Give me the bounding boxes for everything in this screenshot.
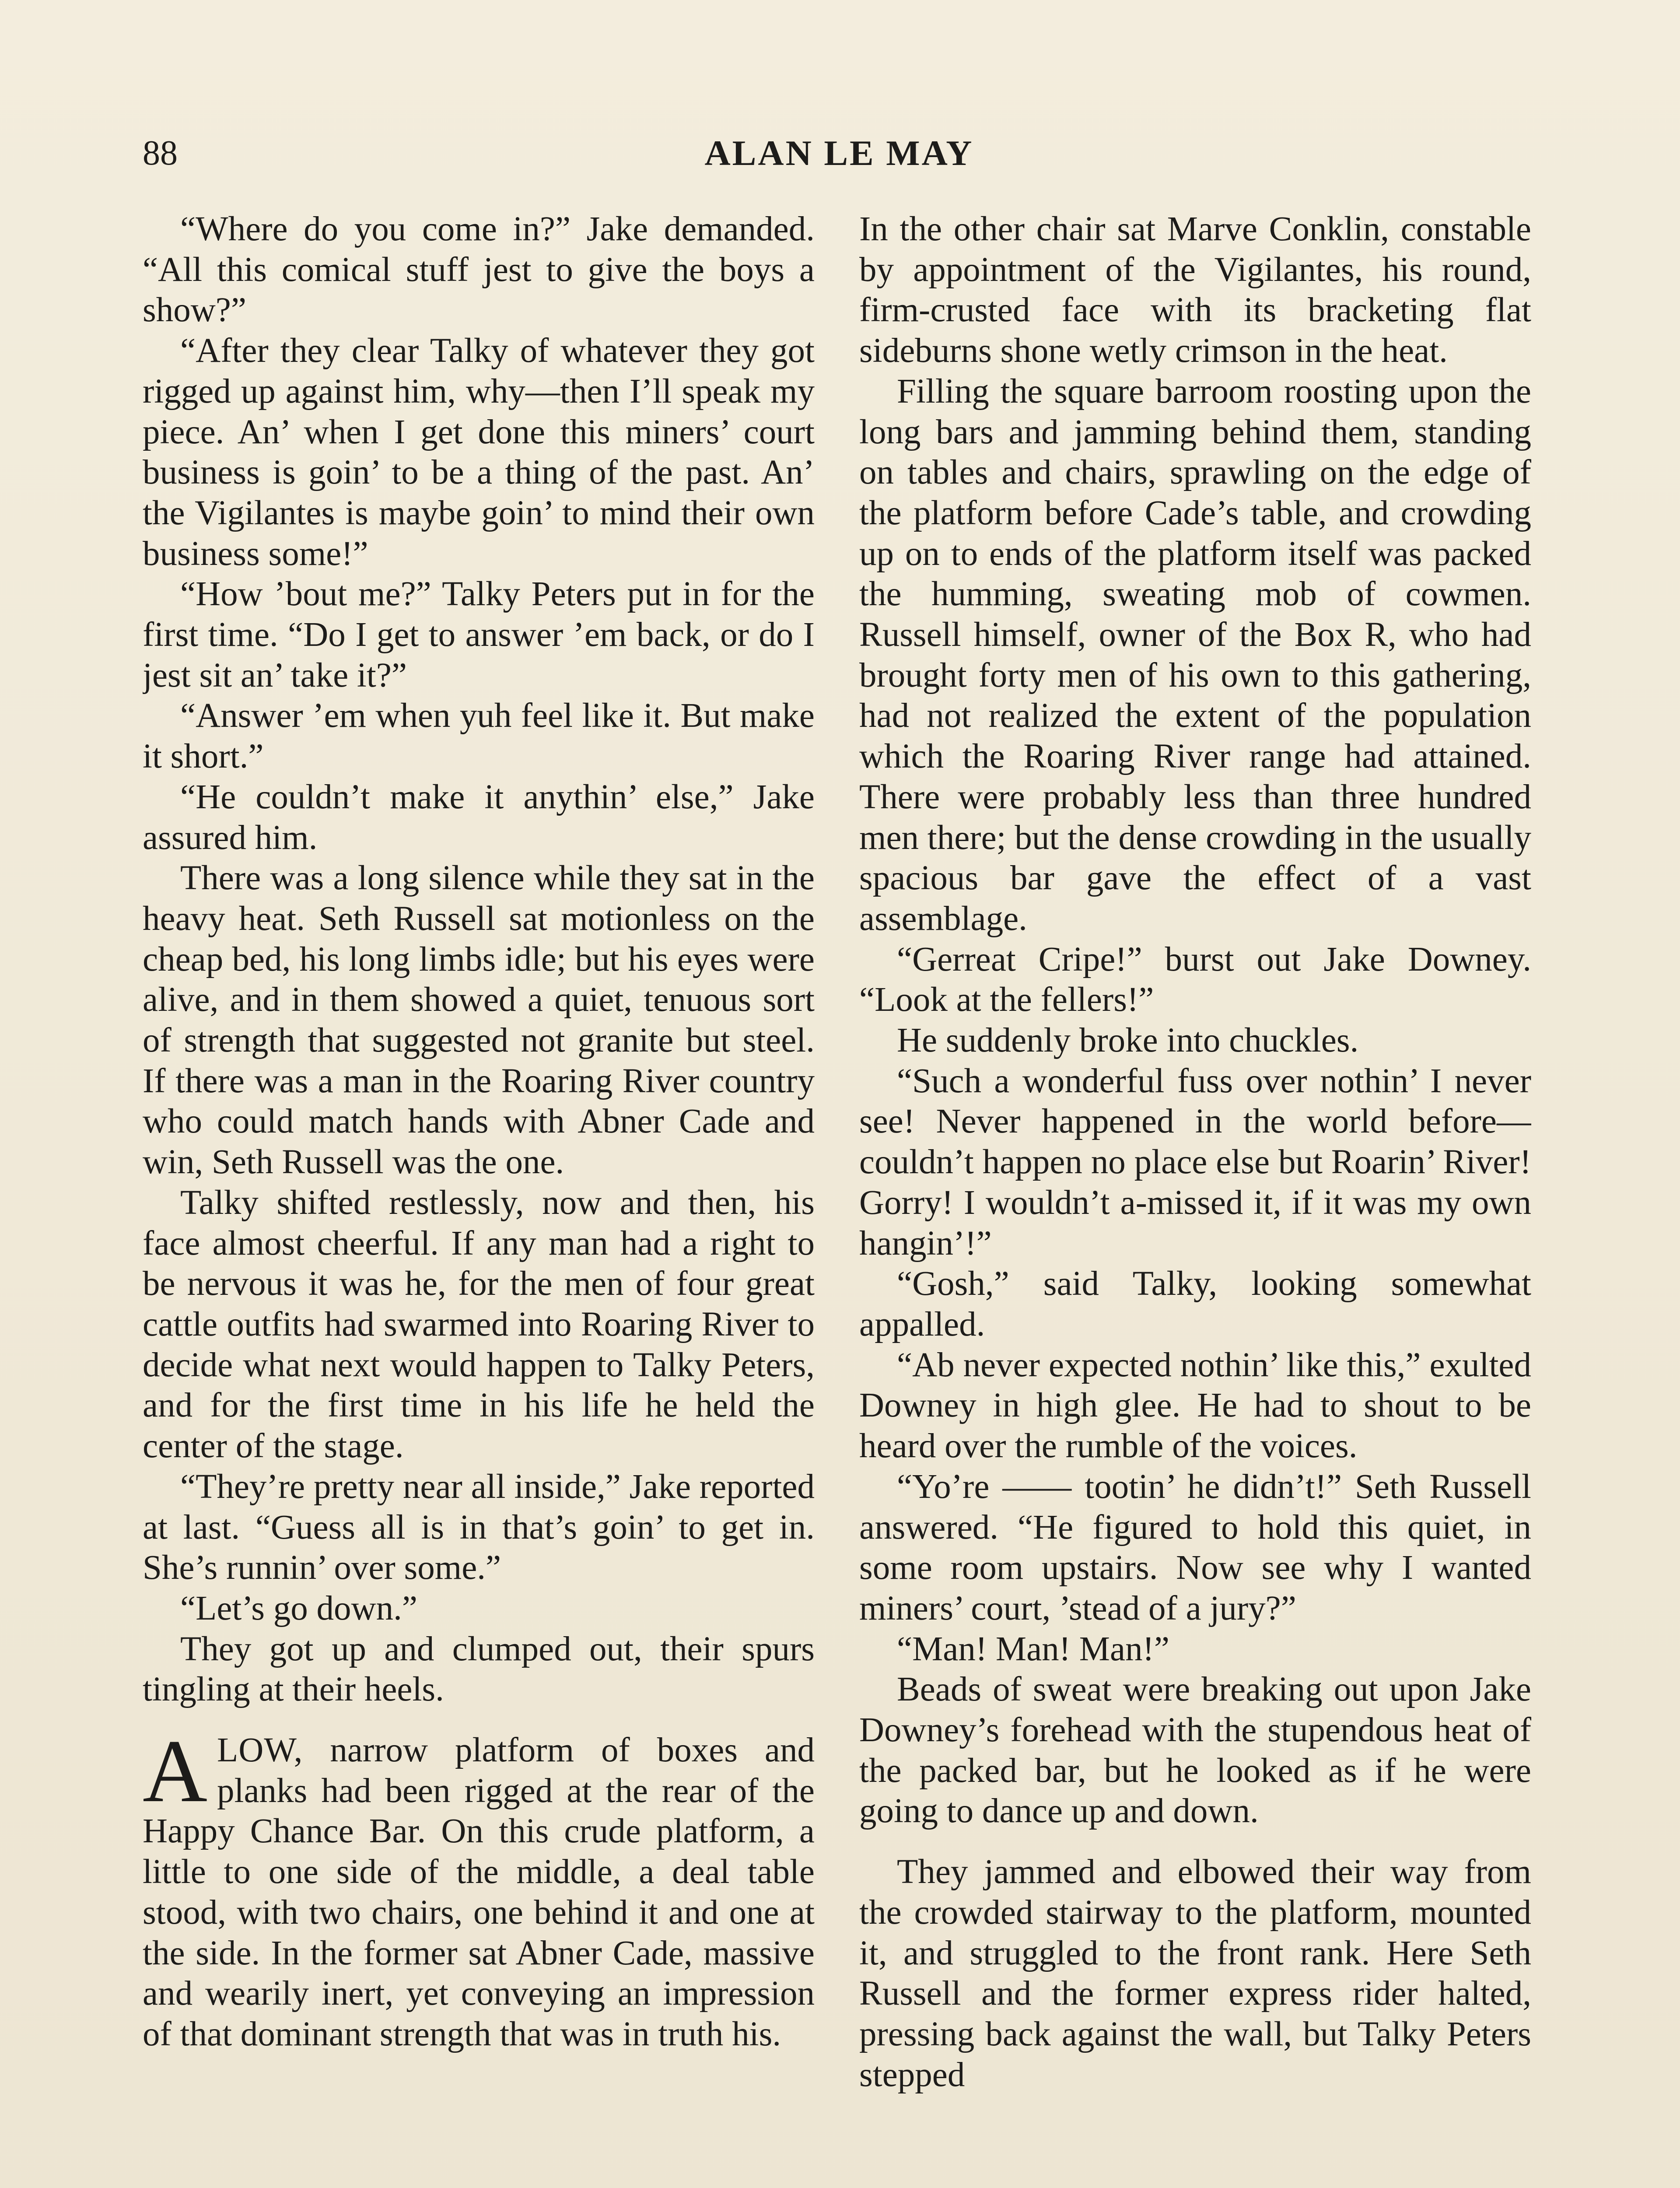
paragraph: “Let’s go down.” [180,1589,417,1627]
running-head: ALAN LE MAY [704,133,974,173]
paragraph: “They’re pretty near all inside,” Jake reported at last. “Guess all is in that’s goin’ to get in. She’s runnin’ over some.” [143,1467,815,1587]
paragraph: “How ’bout me?” Talky Peters put in for the first time. “Do I get to answer ’em back, or do I jest sit an’ take it?” [143,575,815,694]
left-column [143,209,815,2188]
paragraph: There was a long silence while they sat in the heavy heat. Seth Russell sat motionless on the cheap bed, his long limbs idle; but his eyes were alive, and in them showed a quiet, tenuous sort of strength that suggested not granite but steel. If there was a man in the Roaring River country who could match hands with Abner Cade and win, Seth Russell was the one. [143,859,815,1182]
paragraph: “Where do you come in?” Jake demanded. “All this comical stuff jest to give the boys a show?” [143,210,815,330]
paragraph: Talky shifted restlessly, now and then, his face almost cheerful. If any man had a right to be nervous it was he, for the men of four great cattle outfits had swarmed into Roaring River to decide what next would happen to Talky Peters, and for the first time in his life he held the center of the stage. [143,1183,815,1466]
paragraph: Filling the square barroom roosting upon the long bars and jamming behind them, standing on tables and chairs, sprawling on the edge of the platform before Cade’s table, and crowding up on to ends of the platform itself was packed the humming, sweating mob of cowmen. Russell himself, owner of the Box R, who had brought forty men of his own to this gathering, had not realized the extent of the population which the Roaring River range had attained. There were probably less than three hundred men there; but the dense crowding in the usually spacious bar gave the effect of a vast assemblage. [859,372,1531,938]
paragraph: “Gerreat Cripe!” burst out Jake Downey. “Look at the fellers!” [859,940,1531,1019]
paragraph: “Man! Man! Man!” [897,1630,1169,1668]
paragraph: They got up and clumped out, their spurs tingling at their heels. [143,1630,815,1709]
lead-in-caps: LOW, [217,1731,303,1770]
page-header [143,127,1536,179]
paragraph: “Yo’re —— tootin’ he didn’t!” Seth Russell answered. “He figured to hold this quiet, in some room upstairs. Now see why I wanted miners’ court, ’stead of a jury?” [859,1467,1531,1627]
paragraph: “Ab never expected nothin’ like this,” exulted Downey in high glee. He had to shout to be heard over the rumble of the voices. [859,1346,1531,1466]
paragraph: He suddenly broke into chuckles. [897,1021,1359,1060]
paragraph: “After they clear Talky of whatever they got rigged up against him, why—then I’ll speak my piece. An’ when I get done this miners’ court business is goin’ to be a thing of the past. An’ the Vigilantes is maybe goin’ to mind their own business some!” [143,332,815,573]
paragraph: “Such a wonderful fuss over nothin’ I never see! Never happened in the world before—couldn’t happen no place else but Roarin’ River! Gorry! I wouldn’t a-missed it, if it was my own hangin’!” [859,1062,1531,1262]
paragraph: “Gosh,” said Talky, looking somewhat appalled. [859,1265,1531,1343]
paragraph: They jammed and elbowed their way from the crowded stairway to the platform, mounted it, and struggled to the front rank. Here Seth Russell and the former express rider halted, pressing back against the wall, but Talky Peters stepped [859,1853,1531,2094]
paragraph: “He couldn’t make it anythin’ else,” Jake assured him. [143,778,815,857]
drop-cap: A [143,1722,208,1821]
section-text: narrow platform of boxes and planks had been rigged at the rear of the Happy Chance Bar. On this crude platform, a little to one side of the middle, a deal table stood, with two chairs, one behind it and one at the side. In the former sat Abner Cade, massive and wearily inert, yet conveying an impression of that dominant strength that was in truth his. [143,1731,815,2053]
paragraph: “Answer ’em when yuh feel like it. But make it short.” [143,697,815,776]
right-column [859,209,1531,2188]
paragraph: In the other chair sat Marve Conklin, constable by appointment of the Vigilantes, his round, firm-crusted face with its bracketing flat sideburns shone wetly crimson in the heat. [859,210,1531,370]
page-number: 88 [143,134,178,172]
section-opening-paragraph [143,1722,815,2055]
paragraph: Beads of sweat were breaking out upon Jake Downey’s forehead with the stupendous heat of the packed bar, but he looked as if he were going to dance up and down. [859,1670,1531,1830]
